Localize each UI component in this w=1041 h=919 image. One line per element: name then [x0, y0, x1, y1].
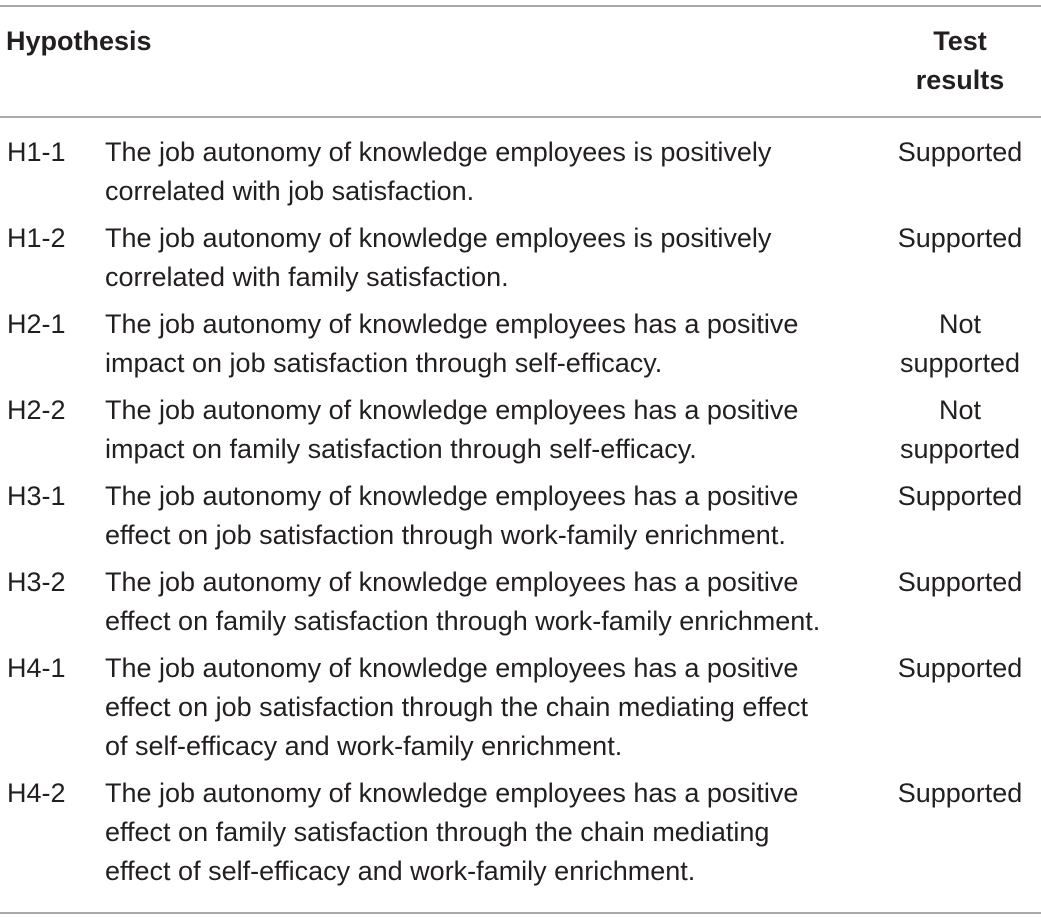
hypothesis-id: H1-2 [7, 223, 66, 253]
test-result-line: supported [899, 348, 1021, 378]
test-result [880, 649, 1040, 688]
table-row [0, 477, 1041, 555]
hypothesis-description-line: impact on job satisfaction through self-efficacy. [105, 348, 663, 378]
table-bottom-rule [0, 912, 1041, 914]
test-result-line: supported [899, 434, 1021, 464]
header-hypothesis: Hypothesis [6, 26, 152, 56]
hypothesis-description-line: of self-efficacy and work-family enrichment. [105, 731, 623, 761]
table-body [0, 133, 1041, 899]
test-result-line: Not [938, 395, 982, 425]
hypothesis-description-line: The job autonomy of knowledge employees has a positive [105, 395, 799, 425]
hypothesis-id: H4-1 [7, 653, 66, 683]
test-result-line: Supported [897, 137, 1023, 167]
table-row [0, 133, 1041, 211]
hypothesis-description-line: The job autonomy of knowledge employees has a positive [105, 653, 799, 683]
table-header-rule [0, 116, 1041, 118]
hypothesis-description-line: The job autonomy of knowledge employees is positively [105, 223, 772, 253]
header-test-results-line-2: results [915, 65, 1005, 95]
hypothesis-description-line: effect of self-efficacy and work-family enrichment. [105, 856, 696, 886]
hypothesis-description [105, 774, 865, 891]
test-result-line: Not [938, 309, 982, 339]
hypothesis-id: H2-2 [7, 395, 66, 425]
hypothesis-description-line: effect on job satisfaction through work-family enrichment. [105, 520, 786, 550]
test-result [880, 563, 1040, 602]
hypothesis-description-line: effect on family satisfaction through work-family enrichment. [105, 606, 821, 636]
hypothesis-description-line: The job autonomy of knowledge employees has a positive [105, 778, 799, 808]
hypothesis-description-line: The job autonomy of knowledge employees is positively [105, 137, 772, 167]
hypothesis-description-line: The job autonomy of knowledge employees has a positive [105, 309, 799, 339]
hypothesis-description [105, 305, 865, 383]
hypothesis-description [105, 649, 865, 766]
hypothesis-id: H4-2 [7, 778, 66, 808]
table-row [0, 649, 1041, 766]
test-result-line: Supported [897, 481, 1023, 511]
hypothesis-description [105, 391, 865, 469]
test-result-line: Supported [897, 653, 1023, 683]
test-result-line: Supported [897, 778, 1023, 808]
hypothesis-description-line: correlated with family satisfaction. [105, 262, 509, 292]
table-top-rule [0, 5, 1041, 7]
test-result [880, 477, 1040, 516]
table-row [0, 391, 1041, 469]
header-test-results [880, 22, 1040, 100]
test-result [880, 133, 1040, 172]
hypothesis-description [105, 477, 865, 555]
test-result [880, 774, 1040, 813]
hypothesis-description-line: The job autonomy of knowledge employees has a positive [105, 567, 799, 597]
table-row [0, 219, 1041, 297]
test-result [880, 219, 1040, 258]
hypothesis-description [105, 133, 865, 211]
table-row [0, 305, 1041, 383]
test-result-line: Supported [897, 567, 1023, 597]
test-result [880, 305, 1040, 383]
test-result [880, 391, 1040, 469]
table-row [0, 563, 1041, 641]
table-row [0, 774, 1041, 891]
hypothesis-id: H2-1 [7, 309, 66, 339]
hypothesis-description-line: The job autonomy of knowledge employees has a positive [105, 481, 799, 511]
hypothesis-description-line: correlated with job satisfaction. [105, 176, 475, 206]
hypothesis-description-line: impact on family satisfaction through self-efficacy. [105, 434, 697, 464]
hypothesis-id: H1-1 [7, 137, 66, 167]
test-result-line: Supported [897, 223, 1023, 253]
header-test-results-line-1: Test [933, 26, 987, 56]
hypothesis-id: H3-1 [7, 481, 66, 511]
hypothesis-description [105, 563, 865, 641]
hypothesis-description-line: effect on job satisfaction through the chain mediating effect [105, 692, 808, 722]
hypothesis-description [105, 219, 865, 297]
hypothesis-id: H3-2 [7, 567, 66, 597]
hypothesis-description-line: effect on family satisfaction through the chain mediating [105, 817, 770, 847]
